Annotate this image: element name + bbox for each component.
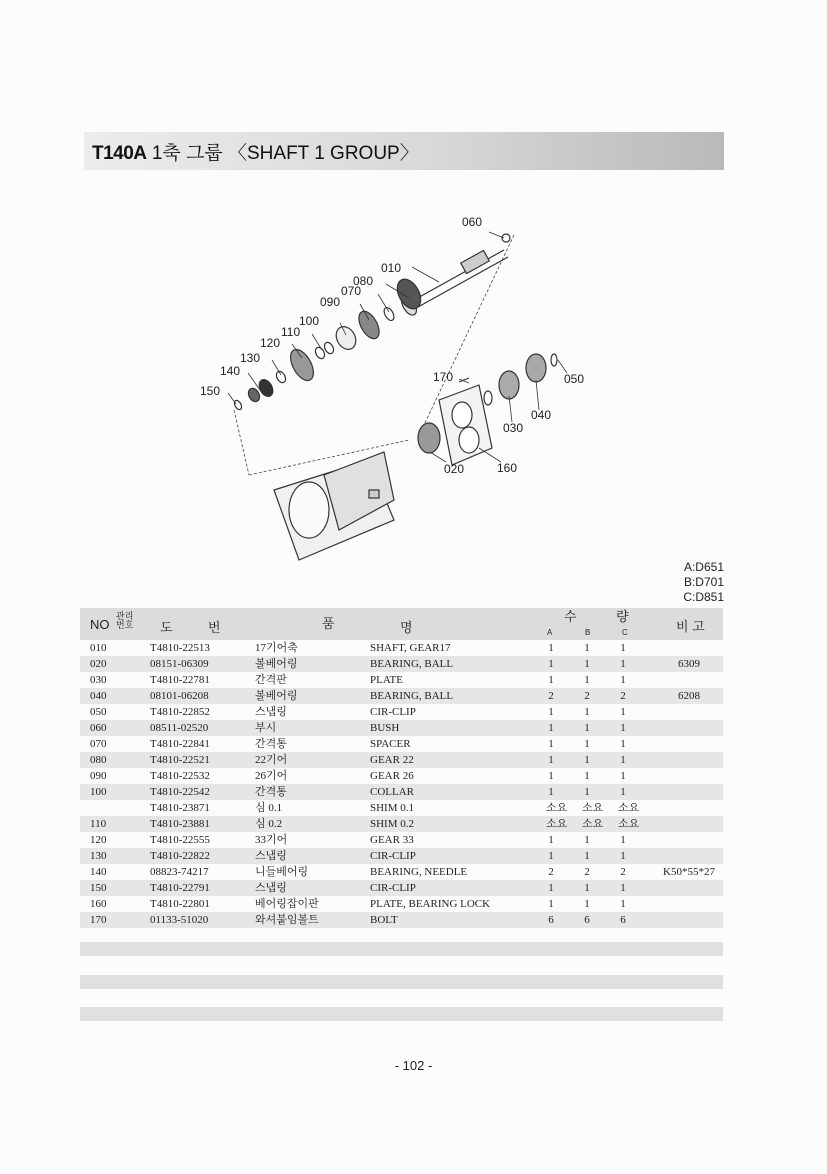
cell-a: 1 <box>548 754 554 766</box>
cell-no: 080 <box>90 754 107 766</box>
cell-remark: K50*55*27 <box>663 866 715 878</box>
cell-en: SPACER <box>370 738 411 750</box>
cell-a: 1 <box>548 770 554 782</box>
cell-c: 2 <box>620 690 626 702</box>
cell-en: GEAR 33 <box>370 834 414 846</box>
table-row <box>80 864 723 880</box>
cell-b: 2 <box>584 690 590 702</box>
cell-a: 1 <box>548 722 554 734</box>
cell-en: PLATE, BEARING LOCK <box>370 898 491 910</box>
cell-en: PLATE <box>370 674 403 686</box>
cell-kr: 볼베어링 <box>255 690 298 702</box>
cell-c: 1 <box>620 642 626 654</box>
header-remark: 비 고 <box>676 619 705 634</box>
cell-a: 1 <box>548 706 554 718</box>
diagram-label: 030 <box>503 421 524 435</box>
table-row <box>80 752 723 768</box>
diagram-label: 070 <box>341 284 362 298</box>
cell-b: 1 <box>584 658 590 670</box>
cell-kr: 스냅링 <box>255 706 287 718</box>
cell-b: 2 <box>584 866 590 878</box>
cell-b: 1 <box>584 674 590 686</box>
cell-en: BOLT <box>370 914 398 926</box>
diagram-label: 150 <box>200 384 221 398</box>
table-row <box>80 688 723 704</box>
cell-c: 1 <box>620 722 626 734</box>
exploded-diagram <box>84 190 724 570</box>
cell-a: 1 <box>548 738 554 750</box>
cell-part: 01133-51020 <box>150 914 209 926</box>
diagram-label: 080 <box>353 274 374 288</box>
cell-en: BEARING, BALL <box>370 658 454 670</box>
cell-kr: 26기어 <box>255 770 288 782</box>
cell-en: GEAR 26 <box>370 770 414 782</box>
header-qty: 수 량 <box>564 609 647 624</box>
empty-band <box>80 1007 723 1021</box>
cell-a: 소요 <box>546 818 568 830</box>
cell-b: 1 <box>584 786 590 798</box>
cell-en: CIR-CLIP <box>370 850 416 862</box>
cell-kr: 22기어 <box>255 754 288 766</box>
diagram-label: 020 <box>444 462 465 476</box>
diagram-label: 040 <box>531 408 552 422</box>
diagram-label: 100 <box>299 314 320 328</box>
cell-en: CIR-CLIP <box>370 706 416 718</box>
parts-table <box>80 640 723 928</box>
cell-no: 100 <box>90 786 107 798</box>
cell-a: 1 <box>548 642 554 654</box>
cell-part: T4810-23871 <box>150 802 210 814</box>
cell-c: 1 <box>620 674 626 686</box>
cell-b: 1 <box>584 850 590 862</box>
cell-en: BEARING, NEEDLE <box>370 866 468 878</box>
table-row <box>80 800 723 816</box>
diagram-label: 010 <box>381 261 402 275</box>
cell-no: 170 <box>90 914 107 926</box>
cell-part: 08823-74217 <box>150 866 209 878</box>
housing <box>274 452 394 560</box>
table-header <box>80 608 723 640</box>
cell-kr: 부시 <box>255 722 277 734</box>
header-no: NO <box>90 617 110 632</box>
cell-part: T4810-22791 <box>150 882 210 894</box>
cell-b: 소요 <box>582 818 604 830</box>
group-title: 1축 그룹 〈SHAFT 1 GROUP〉 <box>151 143 419 164</box>
cell-b: 소요 <box>582 802 604 814</box>
cell-kr: 볼베어링 <box>255 658 298 670</box>
model-code: T140A <box>92 143 147 164</box>
cell-a: 1 <box>548 674 554 686</box>
cell-c: 1 <box>620 834 626 846</box>
cell-part: T4810-22781 <box>150 674 210 686</box>
table-row <box>80 848 723 864</box>
diagram-label: 140 <box>220 364 241 378</box>
table-row <box>80 768 723 784</box>
page-number: - 102 - <box>394 1058 433 1073</box>
table-row <box>80 832 723 848</box>
cell-a: 1 <box>548 850 554 862</box>
diagram-label: 170 <box>433 370 454 384</box>
cell-b: 1 <box>584 754 590 766</box>
table-row <box>80 640 723 656</box>
cell-kr: 베어링잡이판 <box>255 898 319 910</box>
cell-part: 08101-06208 <box>150 690 209 702</box>
cell-en: SHIM 0.1 <box>370 802 415 814</box>
cell-c: 1 <box>620 898 626 910</box>
cell-no: 050 <box>90 706 107 718</box>
cell-no: 090 <box>90 770 107 782</box>
cell-no: 030 <box>90 674 107 686</box>
diagram-label: 110 <box>281 325 301 339</box>
cell-kr: 심 0.2 <box>255 818 283 830</box>
cell-c: 2 <box>620 866 626 878</box>
cell-en: CIR-CLIP <box>370 882 416 894</box>
header-name-a: 품 <box>322 616 335 631</box>
cell-no: 130 <box>90 850 107 862</box>
cell-c: 1 <box>620 786 626 798</box>
cell-a: 1 <box>548 658 554 670</box>
variant-c: C:D851 <box>683 590 724 604</box>
diagram-label: 050 <box>564 372 585 386</box>
cell-kr: 간격통 <box>255 786 287 798</box>
cell-b: 1 <box>584 770 590 782</box>
table-row <box>80 784 723 800</box>
cell-b: 1 <box>584 898 590 910</box>
cell-no: 160 <box>90 898 107 910</box>
cell-kr: 심 0.1 <box>255 802 283 814</box>
cell-no: 120 <box>90 834 107 846</box>
cell-b: 1 <box>584 834 590 846</box>
table-row <box>80 912 723 928</box>
table-row <box>80 736 723 752</box>
cell-a: 6 <box>548 914 554 926</box>
cell-part: 08511-02520 <box>150 722 209 734</box>
cell-en: COLLAR <box>370 786 414 798</box>
table-row <box>80 896 723 912</box>
header-qty-b: B <box>585 628 591 637</box>
cell-part: T4810-22513 <box>150 642 210 654</box>
variant-b: B:D701 <box>683 575 724 589</box>
diagram-label: 130 <box>240 351 261 365</box>
cell-a: 소요 <box>546 802 568 814</box>
cell-no: 070 <box>90 738 107 750</box>
cell-part: T4810-22555 <box>150 834 210 846</box>
cell-kr: 33기어 <box>255 834 288 846</box>
header-name-b: 명 <box>400 620 413 635</box>
header-qty-c: C <box>622 628 628 637</box>
table-row <box>80 656 723 672</box>
diagram-label: 160 <box>497 461 518 475</box>
cell-a: 1 <box>548 786 554 798</box>
cell-c: 1 <box>620 770 626 782</box>
cell-part: T4810-22801 <box>150 898 210 910</box>
title-bar <box>84 132 724 170</box>
table-row <box>80 672 723 688</box>
cell-a: 1 <box>548 834 554 846</box>
table-row <box>80 816 723 832</box>
cell-c: 1 <box>620 882 626 894</box>
diagram-label: 090 <box>320 295 341 309</box>
cell-b: 1 <box>584 882 590 894</box>
cell-b: 1 <box>584 706 590 718</box>
cell-c: 1 <box>620 706 626 718</box>
cell-no: 010 <box>90 642 107 654</box>
cell-en: BUSH <box>370 722 400 734</box>
cell-kr: 간격통 <box>255 738 287 750</box>
shaft-illustration <box>414 234 510 307</box>
cell-part: T4810-22542 <box>150 786 210 798</box>
table-row <box>80 720 723 736</box>
page-title <box>92 138 419 165</box>
cell-part: T4810-22521 <box>150 754 210 766</box>
header-mgmt: 관리 번호 <box>116 611 134 630</box>
header-drawing-b: 번 <box>208 620 221 635</box>
model-variants <box>640 560 724 605</box>
cell-b: 1 <box>584 738 590 750</box>
cell-no: 110 <box>90 818 107 830</box>
cell-kr: 스냅링 <box>255 850 287 862</box>
header-qty-a: A <box>547 628 553 637</box>
cell-en: SHIM 0.2 <box>370 818 415 830</box>
cell-a: 2 <box>548 866 554 878</box>
cell-no: 020 <box>90 658 107 670</box>
empty-band <box>80 942 723 956</box>
header-drawing-a: 도 <box>160 620 173 635</box>
cell-part: T4810-22841 <box>150 738 210 750</box>
cell-c: 소요 <box>618 802 640 814</box>
empty-band <box>80 975 723 989</box>
diagram-label: 060 <box>462 215 483 229</box>
cell-kr: 간격판 <box>255 674 287 686</box>
variant-a: A:D651 <box>683 560 724 574</box>
cell-c: 6 <box>620 914 626 926</box>
cell-kr: 니들베어링 <box>255 866 309 878</box>
cell-c: 1 <box>620 658 626 670</box>
cell-part: T4810-22852 <box>150 706 210 718</box>
cell-no: 060 <box>90 722 107 734</box>
cell-c: 1 <box>620 754 626 766</box>
cell-part: 08151-06309 <box>150 658 209 670</box>
cell-c: 1 <box>620 738 626 750</box>
cell-remark: 6208 <box>678 690 700 702</box>
cell-kr: 스냅링 <box>255 882 287 894</box>
cell-en: BEARING, BALL <box>370 690 454 702</box>
cell-part: T4810-23881 <box>150 818 210 830</box>
cell-c: 소요 <box>618 818 640 830</box>
cell-no: 140 <box>90 866 107 878</box>
cell-b: 1 <box>584 642 590 654</box>
cell-en: GEAR 22 <box>370 754 414 766</box>
cell-kr: 와셔붙임볼트 <box>255 914 319 926</box>
cell-c: 1 <box>620 850 626 862</box>
cell-b: 6 <box>584 914 590 926</box>
cell-en: SHAFT, GEAR17 <box>370 642 451 654</box>
diagram-label: 120 <box>260 336 281 350</box>
table-row <box>80 880 723 896</box>
table-row <box>80 704 723 720</box>
cell-kr: 17기어축 <box>255 642 298 654</box>
cell-a: 2 <box>548 690 554 702</box>
cell-b: 1 <box>584 722 590 734</box>
cell-a: 1 <box>548 882 554 894</box>
cell-part: T4810-22532 <box>150 770 210 782</box>
cell-remark: 6309 <box>678 658 700 670</box>
cell-a: 1 <box>548 898 554 910</box>
cell-part: T4810-22822 <box>150 850 210 862</box>
cell-no: 150 <box>90 882 107 894</box>
cell-no: 040 <box>90 690 107 702</box>
